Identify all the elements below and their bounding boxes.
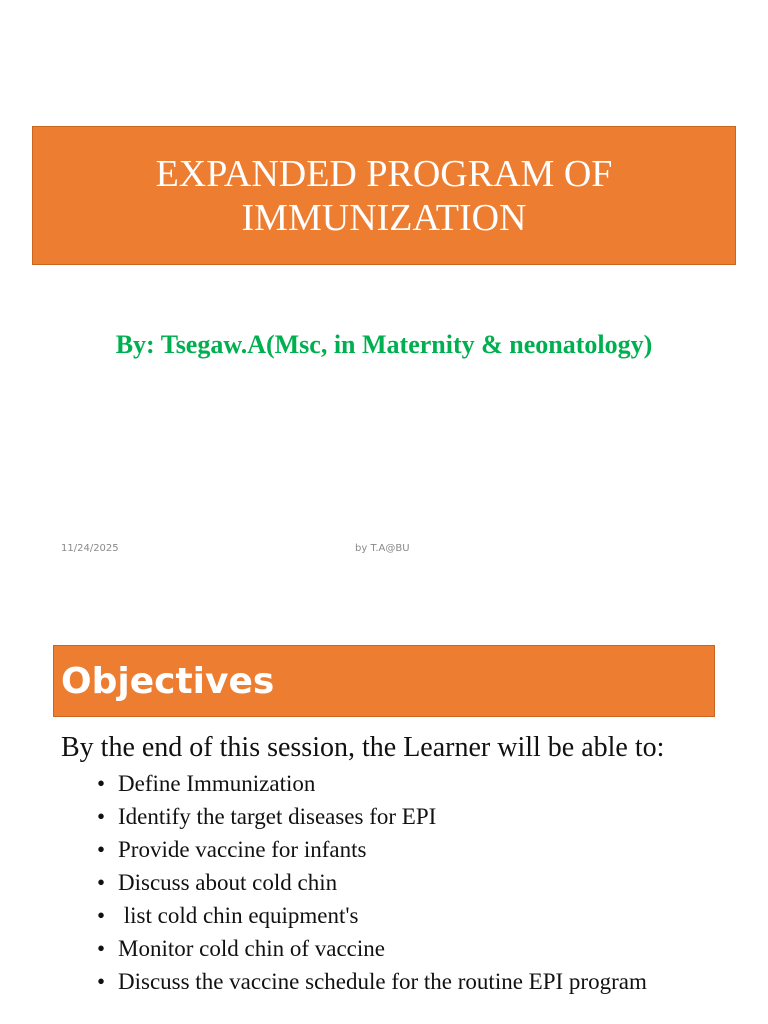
list-item-text: Identify the target diseases for EPI [118,804,437,829]
footer-date: 11/24/2025 [61,543,119,554]
author-line: By: Tsegaw.A(Msc, in Maternity & neonatology) [115,330,653,359]
slide1-title-banner [32,126,736,265]
bullet-icon: • [97,837,106,862]
list-item-text: Discuss about cold chin [118,870,338,895]
objectives-list [97,770,697,1001]
slide2-title-banner [53,645,715,717]
list-item-text: Monitor cold chin of vaccine [118,936,385,961]
footer-author: by T.A@BU [355,543,410,554]
bullet-icon: • [97,870,106,895]
list-item-text: Define Immunization [118,771,316,796]
list-item [97,770,697,797]
list-item [97,935,697,962]
list-item-text: Provide vaccine for infants [118,837,367,862]
slide2-title: Objectives [61,660,275,702]
list-item [97,968,697,995]
bullet-icon: • [97,771,106,796]
list-item [97,902,697,929]
bullet-icon: • [97,936,106,961]
list-item [97,836,697,863]
bullet-icon: • [97,969,106,994]
slide1-title: EXPANDED PROGRAM OF IMMUNIZATION [155,152,613,239]
list-item [97,803,697,830]
list-item-text: Discuss the vaccine schedule for the routine EPI program [118,969,647,994]
list-item-text: list cold chin equipment's [118,903,359,928]
objectives-intro: By the end of this session, the Learner will be able to: [61,732,665,763]
bullet-icon: • [97,804,106,829]
list-item [97,869,697,896]
bullet-icon: • [97,903,106,928]
